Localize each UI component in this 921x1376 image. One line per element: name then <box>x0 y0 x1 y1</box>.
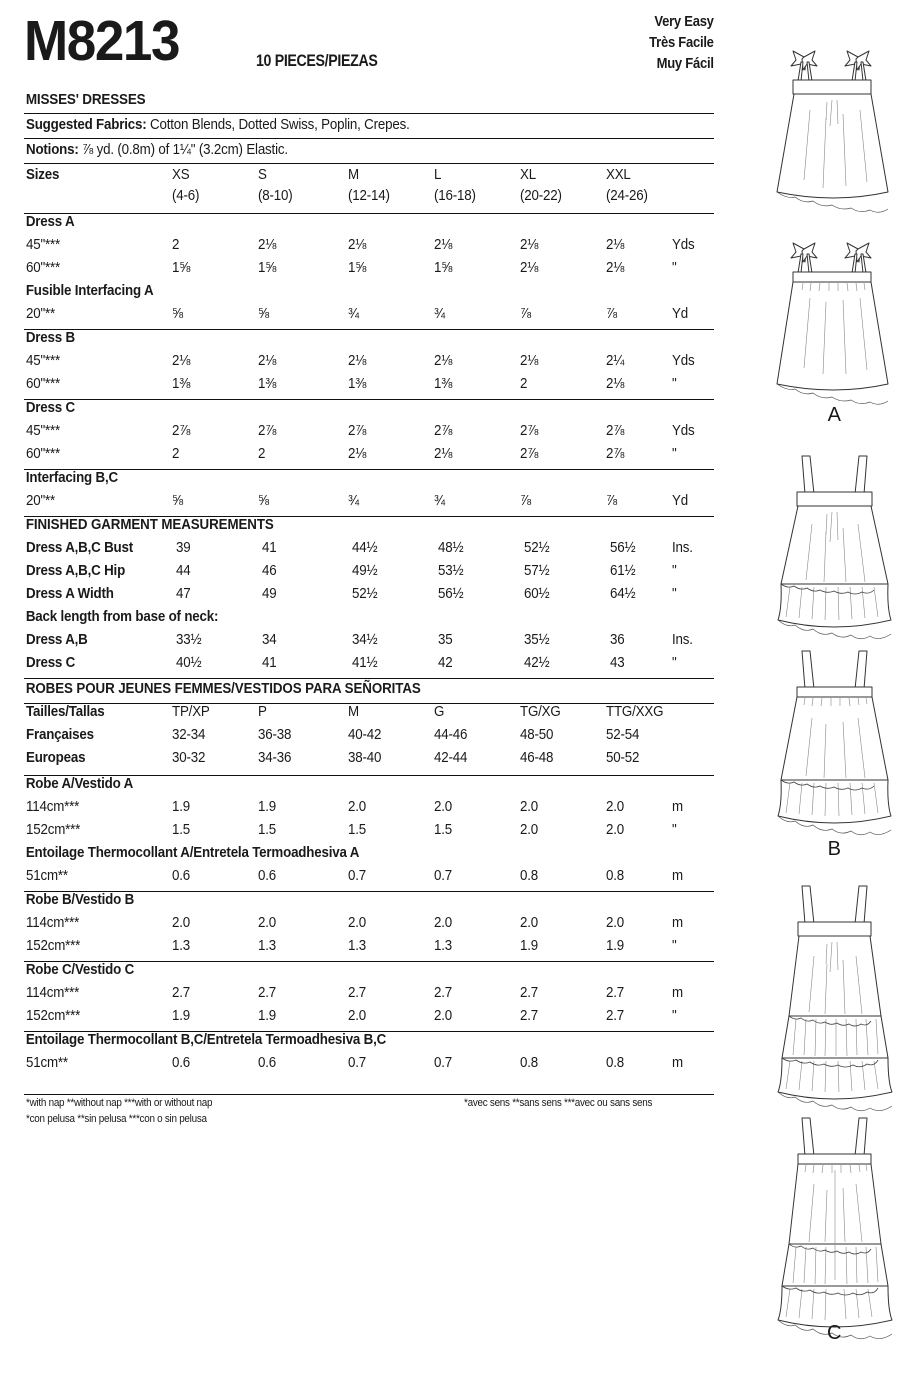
fabric-row-value: 0.7 <box>348 1055 366 1071</box>
fabric-row-value: 1.9 <box>606 938 624 954</box>
illustration-dress-c-back <box>748 1100 921 1344</box>
fabric-row-value: 2⅛ <box>520 237 539 253</box>
back-length-row-unit: " <box>672 655 677 671</box>
fabric-row-value: 2⅛ <box>172 353 191 369</box>
view-label-a: A <box>827 404 842 426</box>
fabric-row-label: 20"** <box>26 493 56 509</box>
fabric-row-value: 2⅞ <box>606 423 625 439</box>
fabric-row-value: 1⅜ <box>258 376 277 392</box>
finished-row-value: 56½ <box>438 586 464 602</box>
fabric-row-value: ⅞ <box>606 306 617 322</box>
fabric-row-value: 2.7 <box>434 985 452 1001</box>
fabric-row-value: 2 <box>520 376 528 392</box>
metric-size-tg: TG/XG <box>520 704 561 720</box>
fabric-row <box>24 915 714 938</box>
fabric-row-value: 1⅝ <box>348 260 367 276</box>
fabric-row-value: 0.8 <box>606 1055 624 1071</box>
finished-row-value: 56½ <box>610 540 636 556</box>
fabric-row-value: 1.3 <box>172 938 190 954</box>
fabric-row-value: 2⅛ <box>348 353 367 369</box>
fabric-row <box>24 353 714 376</box>
fabric-row-unit: " <box>672 260 677 276</box>
garment-category: MISSES' DRESSES <box>25 92 146 108</box>
finished-row-value: 64½ <box>610 586 636 602</box>
finished-row-value: 52½ <box>352 586 378 602</box>
suggested-fabrics-value: Cotton Blends, Dotted Swiss, Poplin, Crepes. <box>150 117 410 133</box>
metric-banner: ROBES POUR JEUNES FEMMES/VESTIDOS PARA SEÑORITAS <box>25 681 421 697</box>
finished-measurement-rows <box>24 540 714 609</box>
illustration-dress-a-back <box>748 206 921 426</box>
suggested-fabrics-row <box>24 114 714 138</box>
section-title: Dress C <box>25 400 75 416</box>
finished-row-unit: " <box>672 563 677 579</box>
fabric-row-value: ¾ <box>348 306 359 322</box>
fabric-row-value: ¾ <box>434 493 445 509</box>
section-title: Robe A/Vestido A <box>25 776 134 792</box>
back-length-row-value: 42 <box>438 655 453 671</box>
fabric-row-label: 45"*** <box>26 353 61 369</box>
metric-size-row-value: 40-42 <box>348 727 382 743</box>
fabric-row <box>24 237 714 260</box>
fabric-row-value: 2.7 <box>606 985 624 1001</box>
metric-size-row-value: 52-54 <box>606 727 640 743</box>
fabric-row-value: 0.6 <box>258 868 276 884</box>
back-length-title: Back length from base of neck: <box>25 609 219 625</box>
finished-row-value: 41 <box>262 540 277 556</box>
finished-row-value: 57½ <box>524 563 550 579</box>
fabric-row-value: 2⅛ <box>434 446 453 462</box>
fabric-row-label: 60"*** <box>26 260 61 276</box>
back-length-row-label: Dress A,B <box>26 632 88 648</box>
fabric-row-value: 1.5 <box>172 822 190 838</box>
fabric-row-value: 2⅛ <box>258 237 277 253</box>
back-length-row-value: 36 <box>610 632 625 648</box>
fabric-row-value: 1.3 <box>258 938 276 954</box>
fabric-row <box>24 260 714 283</box>
fabric-row-value: ⅝ <box>258 493 269 509</box>
pattern-number: M8213 <box>24 9 180 73</box>
fabric-row-value: 2.0 <box>606 915 624 931</box>
size-range-s: (8-10) <box>258 188 293 204</box>
back-length-row-value: 41 <box>262 655 277 671</box>
metric-size-row-value: 48-50 <box>520 727 554 743</box>
fabric-row-value: 1⅜ <box>172 376 191 392</box>
metric-sizes-label: Tailles/Tallas <box>26 704 105 720</box>
fabric-row-label: 51cm** <box>26 1055 68 1071</box>
fabric-row <box>24 1055 714 1078</box>
finished-row <box>24 586 714 609</box>
metric-size-row-value: 34-36 <box>258 750 292 766</box>
metric-size-row-value: 42-44 <box>434 750 468 766</box>
size-header-m: M <box>348 167 359 183</box>
finished-row-value: 61½ <box>610 563 636 579</box>
size-range-m: (12-14) <box>348 188 390 204</box>
size-range-xl: (20-22) <box>520 188 562 204</box>
finished-row-value: 44½ <box>352 540 378 556</box>
metric-size-row-value: 38-40 <box>348 750 382 766</box>
sizes-range-row <box>24 188 714 211</box>
fabric-row-unit: m <box>672 799 683 815</box>
fabric-row-value: 1.3 <box>434 938 452 954</box>
fabric-row-unit: " <box>672 376 677 392</box>
fabric-row-unit: m <box>672 868 683 884</box>
fabric-row-value: 2.0 <box>520 915 538 931</box>
fabric-row-unit: m <box>672 1055 683 1071</box>
fabric-row-value: 1.9 <box>172 799 190 815</box>
back-length-row-value: 43 <box>610 655 625 671</box>
finished-row <box>24 540 714 563</box>
fabric-row-label: 152cm*** <box>26 1008 81 1024</box>
fabric-row-unit: " <box>672 446 677 462</box>
fabric-row-value: 1.5 <box>434 822 452 838</box>
fabric-row-unit: Yd <box>672 493 688 509</box>
fabric-row-value: 2⅛ <box>606 376 625 392</box>
fabric-row-value: 0.7 <box>348 868 366 884</box>
size-range-xs: (4-6) <box>172 188 200 204</box>
footnotes <box>24 1094 714 1140</box>
sizes-letter-row <box>24 164 714 188</box>
fabric-row-value: 1.3 <box>348 938 366 954</box>
finished-row-unit: Ins. <box>672 540 693 556</box>
fabric-row-value: 2.0 <box>520 822 538 838</box>
back-length-row-value: 35½ <box>524 632 550 648</box>
finished-row-label: Dress A,B,C Hip <box>26 563 126 579</box>
fabric-row-value: 2.0 <box>172 915 190 931</box>
fabric-row-value: 2.0 <box>606 822 624 838</box>
finished-row-value: 52½ <box>524 540 550 556</box>
fabric-row-value: 1⅜ <box>434 376 453 392</box>
finished-row-value: 49½ <box>352 563 378 579</box>
fabric-row-value: 1⅝ <box>434 260 453 276</box>
view-label-b: B <box>827 838 842 860</box>
fabric-row-label: 114cm*** <box>26 915 80 931</box>
difficulty-fr: Très Facile <box>649 34 714 51</box>
difficulty-rating <box>649 12 714 75</box>
fabric-row-value: 0.6 <box>258 1055 276 1071</box>
back-length-row-value: 34½ <box>352 632 378 648</box>
finished-row-value: 60½ <box>524 586 550 602</box>
metric-size-row-value: 36-38 <box>258 727 292 743</box>
metric-sizes-row <box>24 704 714 727</box>
back-length-row-value: 41½ <box>352 655 378 671</box>
fabric-row-unit: " <box>672 938 677 954</box>
fabric-row-value: 2.0 <box>606 799 624 815</box>
fabric-row-value: 1.9 <box>258 1008 276 1024</box>
finished-row-value: 49 <box>262 586 277 602</box>
size-header-l: L <box>434 167 442 183</box>
metric-size-conversion-rows <box>24 727 714 773</box>
finished-row <box>24 563 714 586</box>
section-title: Entoilage Thermocollant B,C/Entretela Termoadhesiva B,C <box>25 1032 387 1048</box>
fabric-row-value: ¾ <box>434 306 445 322</box>
notions-label: Notions: ⅞ yd. (0.8m) of 1¼" (3.2cm) Elastic. <box>26 142 288 158</box>
metric-size-row-value: 50-52 <box>606 750 640 766</box>
fabric-row-unit: Yd <box>672 306 688 322</box>
fabric-row-value: 0.7 <box>434 868 452 884</box>
fabric-row-value: ⅝ <box>258 306 269 322</box>
metric-size-row-value: 30-32 <box>172 750 206 766</box>
metric-size-row-value: 44-46 <box>434 727 468 743</box>
divider <box>24 1094 714 1095</box>
difficulty-en: Very Easy <box>654 14 714 30</box>
back-length-row-unit: Ins. <box>672 632 693 648</box>
metric-size-row <box>24 727 714 750</box>
fabric-row-label: 114cm*** <box>26 799 80 815</box>
fabric-row-value: ⅞ <box>606 493 617 509</box>
size-header-s: S <box>258 167 267 183</box>
fabric-row <box>24 493 714 516</box>
footnote-spanish: *con pelusa **sin pelusa ***con o sin pelusa <box>26 1113 207 1125</box>
metric-size-row-label: Europeas <box>26 750 86 766</box>
fabric-row-value: 2.0 <box>258 915 276 931</box>
back-length-rows <box>24 632 714 678</box>
fabric-row-value: 2.0 <box>348 799 366 815</box>
notions-row <box>24 139 714 163</box>
fabric-row-value: 1⅜ <box>348 376 367 392</box>
metric-size-row-value: 32-34 <box>172 727 206 743</box>
finished-row-value: 44 <box>176 563 191 579</box>
size-header-xxl: XXL <box>606 167 631 183</box>
metric-size-tp: TP/XP <box>172 704 210 720</box>
finished-row-value: 47 <box>176 586 191 602</box>
fabric-row-value: 0.8 <box>520 1055 538 1071</box>
fabric-row-value: 2⅞ <box>258 423 277 439</box>
fabric-row-unit: " <box>672 1008 677 1024</box>
fabric-row-value: 2.7 <box>520 985 538 1001</box>
fabric-row-value: 2.7 <box>258 985 276 1001</box>
fabric-row-label: 51cm** <box>26 868 68 884</box>
illustration-dress-c-front <box>748 876 921 1116</box>
back-length-row-label: Dress C <box>26 655 76 671</box>
fabric-row-value: 0.8 <box>520 868 538 884</box>
fabric-row-value: 1.9 <box>520 938 538 954</box>
finished-measurements-title: FINISHED GARMENT MEASUREMENTS <box>25 517 274 533</box>
size-range-l: (16-18) <box>434 188 476 204</box>
fabric-row-label: 45"*** <box>26 423 61 439</box>
fabric-row-value: 2.0 <box>520 799 538 815</box>
fabric-row-value: 1.9 <box>172 1008 190 1024</box>
fabric-row-value: 2⅞ <box>434 423 453 439</box>
fabric-row-value: 1⅝ <box>172 260 191 276</box>
fabric-row-label: 45"*** <box>26 237 61 253</box>
fabric-row-value: 2⅞ <box>172 423 191 439</box>
back-length-row-value: 40½ <box>176 655 202 671</box>
suggested-fabrics-label: Suggested Fabrics: Cotton Blends, Dotted Swiss, Poplin, Crepes. <box>26 117 410 133</box>
back-length-row <box>24 632 714 655</box>
fabric-row-label: 152cm*** <box>26 938 81 954</box>
size-header-xl: XL <box>520 167 536 183</box>
difficulty-es: Muy Fácil <box>656 55 714 72</box>
specification-table <box>24 0 714 1376</box>
section-title: Dress B <box>25 330 75 346</box>
metric-size-g: G <box>434 704 445 720</box>
fabric-row-value: 2.7 <box>348 985 366 1001</box>
fabric-row-value: 2.0 <box>348 915 366 931</box>
fabric-row-value: ⅝ <box>172 493 183 509</box>
view-label-c: C <box>827 1322 842 1344</box>
back-length-row <box>24 655 714 678</box>
fabric-row-value: ¾ <box>348 493 359 509</box>
fabric-row <box>24 306 714 329</box>
fabric-row <box>24 938 714 961</box>
fabric-row-value: 1.9 <box>258 799 276 815</box>
fabric-row-value: 2 <box>172 446 180 462</box>
illustration-dress-a-front <box>748 14 921 214</box>
piece-count: 10 PIECES/PIEZAS <box>256 52 378 70</box>
footnote-english: *with nap **without nap ***with or without nap <box>26 1097 213 1109</box>
section-title: Robe C/Vestido C <box>25 962 135 978</box>
back-length-row-value: 42½ <box>524 655 550 671</box>
fabric-row-value: ⅝ <box>172 306 183 322</box>
finished-row-unit: " <box>672 586 677 602</box>
back-length-row-value: 33½ <box>176 632 202 648</box>
finished-row-value: 48½ <box>438 540 464 556</box>
fabric-row-value: 2⅛ <box>434 237 453 253</box>
metric-size-row <box>24 750 714 773</box>
fabric-row-value: 0.6 <box>172 1055 190 1071</box>
fabric-row-value: ⅞ <box>520 306 531 322</box>
fabric-row-label: 60"*** <box>26 376 61 392</box>
section-title: Entoilage Thermocollant A/Entretela Termoadhesiva A <box>25 845 360 861</box>
section-title: Dress A <box>25 214 75 230</box>
fabric-row-value: 2⅛ <box>434 353 453 369</box>
fabric-row-value: 2.0 <box>348 1008 366 1024</box>
fabric-row-unit: Yds <box>672 353 695 369</box>
fabric-row-value: 2⅛ <box>606 237 625 253</box>
finished-row-label: Dress A Width <box>26 586 114 602</box>
fabric-row-value: 2.7 <box>172 985 190 1001</box>
fabric-row-value: 1.5 <box>258 822 276 838</box>
notions-value: ⅞ yd. (0.8m) of 1¼" (3.2cm) Elastic. <box>82 142 288 158</box>
metric-size-p: P <box>258 704 267 720</box>
metric-yardage-sections <box>24 776 714 1078</box>
fabric-row-value: 2⅞ <box>348 423 367 439</box>
fabric-row-unit: m <box>672 985 683 1001</box>
fabric-row-value: 2⅛ <box>258 353 277 369</box>
fabric-row-value: 2 <box>258 446 266 462</box>
fabric-row <box>24 1008 714 1031</box>
back-length-row-value: 35 <box>438 632 453 648</box>
fabric-row-value: 2.0 <box>434 799 452 815</box>
size-range-xxl: (24-26) <box>606 188 648 204</box>
fabric-row-label: 114cm*** <box>26 985 80 1001</box>
fabric-row <box>24 446 714 469</box>
metric-size-row-value: 46-48 <box>520 750 554 766</box>
garment-illustrations <box>748 0 921 1376</box>
section-title: Fusible Interfacing A <box>25 283 154 299</box>
fabric-row-value: 2⅛ <box>606 260 625 276</box>
section-title: Robe B/Vestido B <box>25 892 135 908</box>
back-length-row-value: 34 <box>262 632 277 648</box>
fabric-row-value: 2.0 <box>434 915 452 931</box>
finished-row-value: 53½ <box>438 563 464 579</box>
fabric-row-value: 1⅝ <box>258 260 277 276</box>
header <box>24 0 714 92</box>
fabric-row-unit: " <box>672 822 677 838</box>
fabric-row-value: 2.7 <box>520 1008 538 1024</box>
fabric-row-value: 2¼ <box>606 353 625 369</box>
illustration-dress-b-back <box>748 646 921 860</box>
fabric-row-unit: Yds <box>672 237 695 253</box>
fabric-row <box>24 376 714 399</box>
size-header-xs: XS <box>172 167 190 183</box>
finished-row-label: Dress A,B,C Bust <box>26 540 134 556</box>
fabric-row-label: 60"*** <box>26 446 61 462</box>
fabric-row-value: 1.5 <box>348 822 366 838</box>
fabric-row-value: 0.8 <box>606 868 624 884</box>
finished-row-value: 46 <box>262 563 277 579</box>
fabric-row-value: 2.0 <box>434 1008 452 1024</box>
fabric-row-value: ⅞ <box>520 493 531 509</box>
fabric-row <box>24 822 714 845</box>
fabric-row <box>24 799 714 822</box>
section-title: Interfacing B,C <box>25 470 118 486</box>
fabric-row-value: 2.7 <box>606 1008 624 1024</box>
metric-size-m: M <box>348 704 359 720</box>
metric-size-ttg: TTG/XXG <box>606 704 664 720</box>
fabric-row-label: 20"** <box>26 306 56 322</box>
fabric-row-value: 0.7 <box>434 1055 452 1071</box>
metric-size-row-label: Françaises <box>26 727 94 743</box>
illustration-dress-b-front <box>748 444 921 654</box>
fabric-row-value: 2⅛ <box>520 260 539 276</box>
fabric-row-value: 2⅞ <box>520 446 539 462</box>
sizes-label: Sizes <box>26 167 60 183</box>
fabric-row-unit: Yds <box>672 423 695 439</box>
fabric-row-value: 2⅛ <box>348 446 367 462</box>
fabric-row-value: 2⅞ <box>520 423 539 439</box>
fabric-row-value: 2⅛ <box>520 353 539 369</box>
finished-row-value: 39 <box>176 540 191 556</box>
fabric-row-label: 152cm*** <box>26 822 81 838</box>
fabric-row-value: 0.6 <box>172 868 190 884</box>
fabric-row <box>24 423 714 446</box>
fabric-row-unit: m <box>672 915 683 931</box>
fabric-row <box>24 868 714 891</box>
footnote-french: *avec sens **sans sens ***avec ou sans sens <box>464 1097 653 1109</box>
fabric-row-value: 2 <box>172 237 180 253</box>
fabric-row-value: 2⅛ <box>348 237 367 253</box>
fabric-row <box>24 985 714 1008</box>
imperial-yardage-sections <box>24 214 714 517</box>
fabric-row-value: 2⅞ <box>606 446 625 462</box>
